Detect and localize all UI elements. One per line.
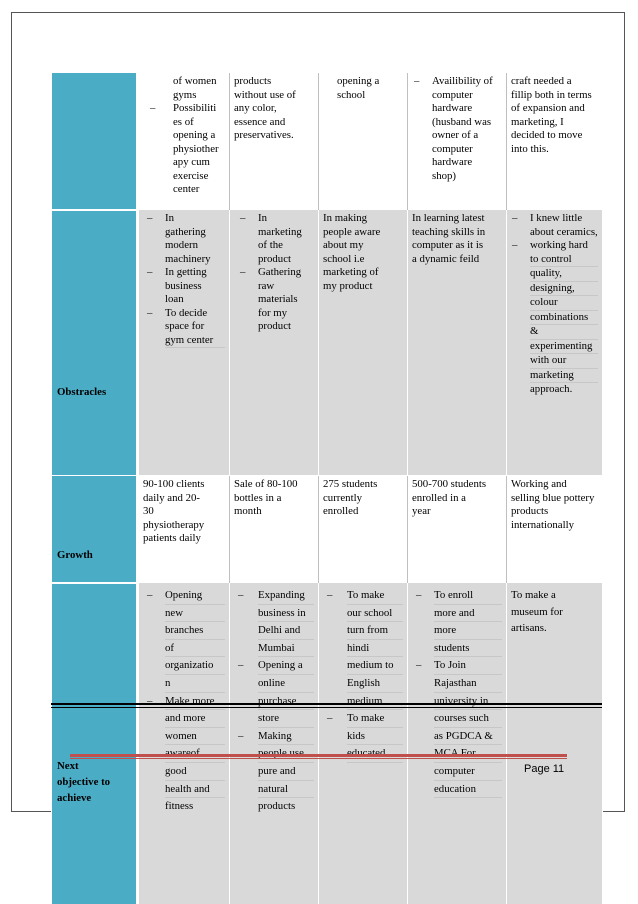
cell-obstracles-2 [230,210,319,476]
cell-list [143,212,225,348]
cell-growth-2: Sale of 80-100 bottles in a month [230,476,319,584]
cell-continued-5: craft needed a fillip both in terms of expansion and marketing, I decided to move into this. [507,73,603,210]
profile-table [51,73,603,904]
list-item: – I knew little about ceramics, [512,212,598,238]
footer-rule-thin [70,758,567,759]
cell-list [511,212,598,397]
list-item: – In gathering modern machinery [147,212,211,265]
cell-obstracles-5 [507,210,603,476]
row-label-growth: Growth [52,476,138,584]
list-item: – Making pure and natural products [234,728,314,815]
cell-next-3 [319,583,408,904]
list-item: – Opening a online purchase store [234,657,314,727]
footer-rule [70,754,567,757]
row-next-objective [52,583,603,904]
cell-obstracles-3: In making people aware about my school i.e marketing of my product [319,210,408,476]
cell-list [412,75,502,183]
list-item: – Expanding business in Delhi and Mumbai [234,587,314,657]
row-label-next-objective: Next objective to achieve [52,583,138,904]
cell-obstracles-1 [138,210,230,476]
list-item: – To make our school turn from hindi medium to English medium [323,587,403,710]
table-bottom-rule-thin [51,707,602,708]
list-item: – In marketing of the product [240,212,302,265]
cell-list [323,587,403,763]
list-item: – Opening new branches of organizatio n [143,587,225,693]
list-item: – working hard to control quality, designing, colour combinations & experimenting with our marketing approach. [511,239,598,397]
cell-next-2 [230,583,319,904]
cell-next-1 [138,583,230,904]
cell-list [234,587,314,815]
cell-growth-4: 500-700 students enrolled in a year [408,476,507,584]
list-item: – Availibility of computer hardware (husband was owner of a computer hardware shop) [414,75,493,182]
cell-list [143,75,225,197]
list-item: of women gyms [173,75,217,101]
table-bottom-rule [51,703,602,705]
cell-growth-3: 275 students currently enrolled [319,476,408,584]
cell-continued-1 [138,73,230,210]
list-item: – To make kids [323,710,403,763]
cell-next-5: To make a museum for artisans. [507,583,603,904]
cell-obstracles-4: In learning latest teaching skills in computer as it is a dynamic feild [408,210,507,476]
list-item: – To Join Rajasthan university in courses such as PGDCA & computer education [412,657,502,798]
list-item: – To enroll more and more students [412,587,502,657]
row-label-empty [52,73,138,210]
list-item: – Possibiliti es of opening a physiother apy cum exercise center [150,102,219,195]
cell-continued-3: opening a school [319,73,408,210]
cell-list [234,212,314,334]
cell-list [143,587,225,815]
cell-continued-4 [408,73,507,210]
row-obstracles [52,210,603,476]
cell-next-4 [408,583,507,904]
cell-growth-1: 90-100 clients daily and 20- 30 physiotherapy patients daily [138,476,230,584]
list-item: – Gathering raw materials for my product [240,266,302,332]
list-item: – Make more and more women good health and fitness [143,693,225,815]
row-label-obstracles: Obstracles [52,210,138,476]
cell-continued-2: products without use of any color, essence and preservatives. [230,73,319,210]
list-item: – In getting business loan [147,266,207,305]
page-number: Page 11 [524,763,565,775]
row-continued [52,73,603,210]
cell-growth-5: Working and selling blue pottery products internationally [507,476,603,584]
list-item: – To decide space for gym center [143,307,225,349]
row-growth [52,476,603,584]
cell-list [412,587,502,798]
